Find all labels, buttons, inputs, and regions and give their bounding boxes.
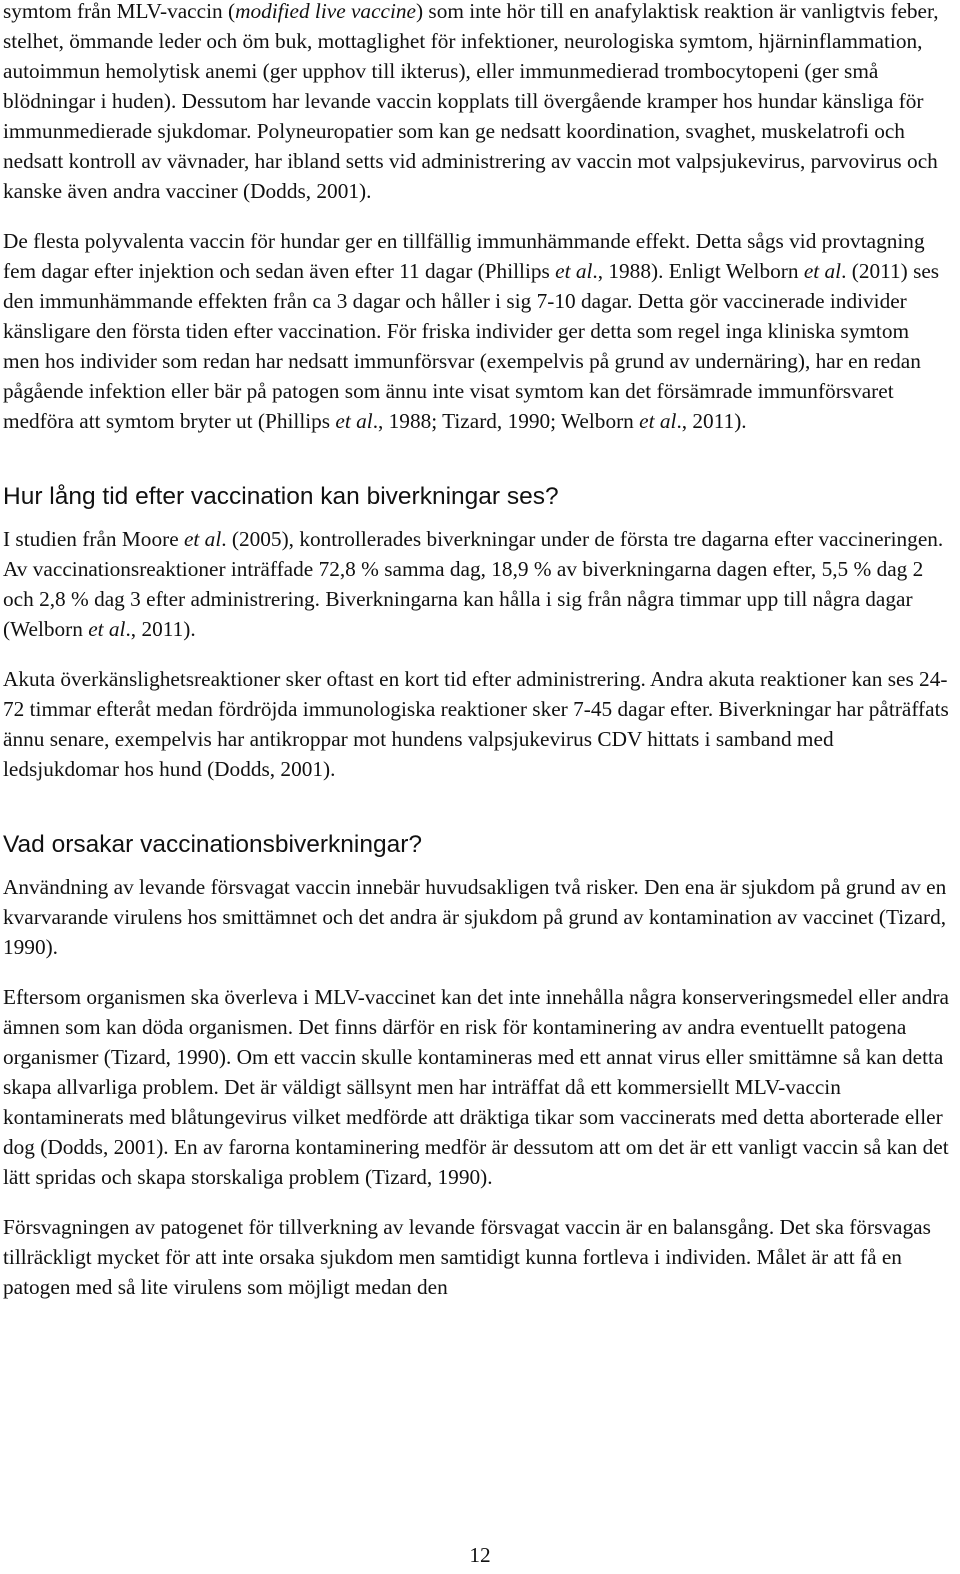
text-run: ., 2011). — [125, 617, 196, 641]
text-run: Försvagningen av patogenet för tillverkning av levande försvagat vaccin är en balansgång. Det ska försvagas tillräckligt mycket för att inte orsaka sjukdom men samtidigt kunna fortleva i individen. Målet är att få en patogen med så lite virulens som möjligt medan den — [3, 1215, 931, 1299]
italic-text: et al — [639, 409, 677, 433]
section-heading: Hur lång tid efter vaccination kan biverkningar ses? — [3, 483, 559, 510]
text-run: ., 1988; Tizard, 1990; Welborn — [372, 409, 640, 433]
paragraph — [3, 226, 951, 436]
text-run: Användning av levande försvagat vaccin innebär huvudsakligen två risker. Den ena är sjukdom på grund av en kvarvarande virulens hos smittämnet och det andra är sjukdom på grund av kontamination av vaccinet (Tizard, 1990). — [3, 875, 947, 959]
section-heading: Vad orsakar vaccinationsbiverkningar? — [3, 831, 422, 858]
text-run: ., 2011). — [676, 409, 747, 433]
text-run: . (2005), kontrollerades biverkningar under de första tre dagarna efter vaccineringen. Av vaccinationsreaktioner inträffade 72,8 % samma dag, 18,9 % av biverkningarna dagen efter, 5,5 % dag 2 och 2,8 % dag 3 efter administrering. Biverkningarna kan hålla i sig från några timmar upp till några dagar (Welborn — [3, 527, 944, 641]
text-run: ) som inte hör till en anafylaktisk reaktion är vanligtvis feber, stelhet, ömmande leder och öm buk, mottaglighet för infektioner, neurologiska symtom, hjärninflammation, autoimmun hemolytisk anemi (ger upphov till ikterus), eller immunmedierad trombocytopeni (ger små blödningar i huden). Dessutom har levande vaccin kopplats till övergående kramper hos hundar känsliga för immunmedierade sjukdomar. Polyneuropatier som kan ge nedsatt koordination, svaghet, muskelatrofi och nedsatt kontroll av vävnader, har ibland setts vid administrering av vaccin mot valpsjukevirus, parvovirus och kanske även andra vacciner (Dodds, 2001). — [3, 0, 939, 203]
italic-text: et al — [183, 527, 222, 551]
text-run: Akuta överkänslighetsreaktioner sker oftast en kort tid efter administrering. Andra akuta reaktioner kan ses 24-72 timmar efteråt medan fördröjda immunologiska reaktioner sker 7-45 dagar efter. Biverkningar har påträffats ännu senare, exempelvis har antikroppar mot hundens valpsjukevirus CDV hittats i samband med ledsjukdomar hos hund (Dodds, 2001). — [3, 667, 949, 781]
text-run: ., 1988). Enligt Welborn — [592, 259, 804, 283]
italic-text: et al — [88, 617, 126, 641]
italic-text: et al — [335, 409, 373, 433]
paragraph — [3, 664, 951, 784]
paragraph — [3, 0, 951, 206]
text-run: Eftersom organismen ska överleva i MLV-vaccinet kan det inte innehålla några konserveringsmedel eller andra ämnen som kan döda organismen. Det finns därför en risk för kontaminering av andra eventuellt patogena organismer (Tizard, 1990). Om ett vaccin skulle kontamineras med ett annat virus eller smittämne så kan detta skapa allvarliga problem. Det är väldigt sällsynt men har inträffat då ett kommersiellt MLV-vaccin kontaminerats med blåtungevirus vilket medförde att dräktiga tikar som vaccinerats med detta aborterade eller dog (Dodds, 2001). En av farorna kontaminering medför är dessutom att om det är ett vanligt vaccin så kan det lätt spridas och skapa storskaliga problem (Tizard, 1990). — [3, 985, 950, 1189]
paragraph — [3, 524, 951, 644]
text-run: symtom från MLV-vaccin ( — [3, 0, 236, 23]
paragraph — [3, 1212, 951, 1302]
paragraph — [3, 872, 951, 962]
italic-text: et al — [555, 259, 593, 283]
text-run: . (2011) ses den immunhämmande effekten från ca 3 dagar och håller i sig 7-10 dagar. Detta gör vaccinerade individer känsligare den första tiden efter vaccination. För friska individer ger detta som regel inga kliniska symtom men hos individer som redan har nedsatt immunförsvar (exempelvis på grund av undernäring), har en redan pågående infektion eller bär på patogen som ännu inte visat symtom kan det försämrade immunförsvaret medföra att symtom bryter ut (Phillips — [3, 259, 940, 433]
text-run: De flesta polyvalenta vaccin för hundar ger en tillfällig immunhämmande effekt. Detta sågs vid provtagning fem dagar efter injektion och sedan även efter 11 dagar (Phillips — [3, 229, 925, 283]
italic-text: modified live vaccine — [235, 0, 417, 23]
document-page — [3, 0, 951, 1302]
italic-text: et al — [803, 259, 842, 283]
page-number: 12 — [469, 1543, 491, 1567]
paragraph — [3, 982, 951, 1192]
text-run: I studien från Moore — [3, 527, 184, 551]
